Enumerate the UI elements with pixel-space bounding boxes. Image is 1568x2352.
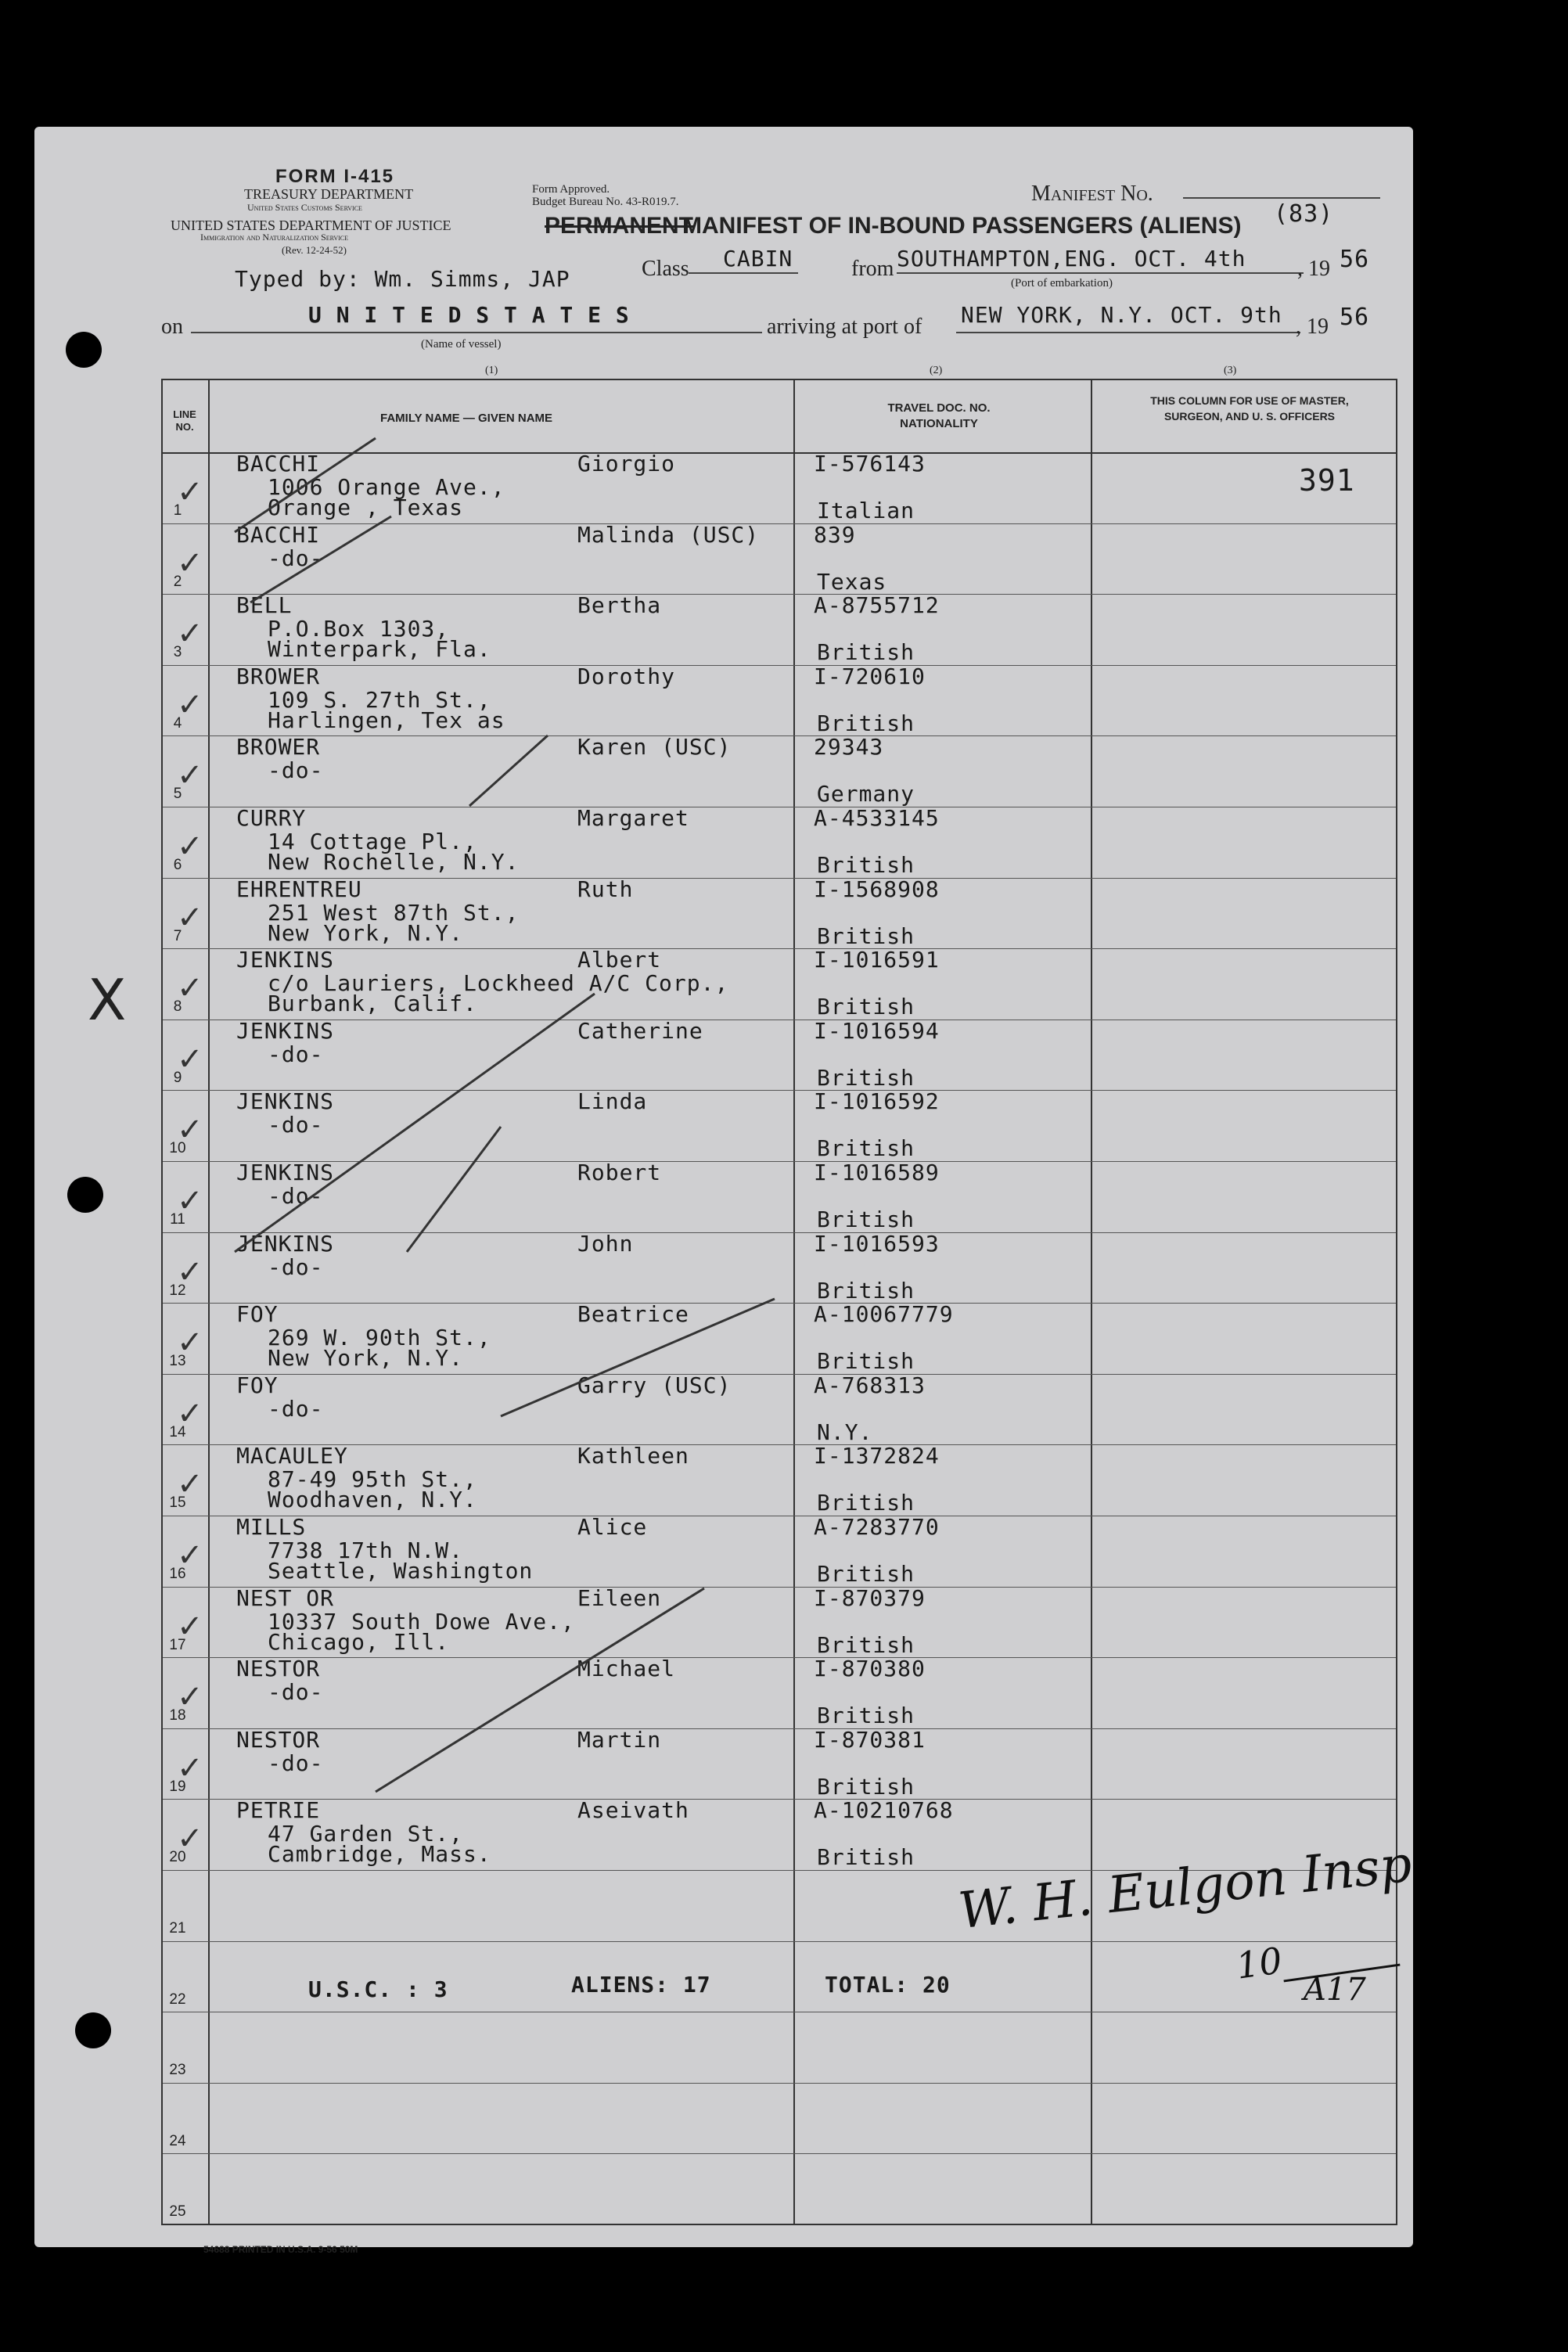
line-number: 10 xyxy=(169,1140,186,1157)
family-name: BROWER xyxy=(236,663,321,689)
total-usc: U.S.C. : 3 xyxy=(308,1976,448,2002)
arriving-label: arriving at port of xyxy=(767,315,922,339)
check-mark-icon: ✓ xyxy=(177,1253,203,1290)
check-mark-icon: ✓ xyxy=(177,616,203,653)
given-name: Catherine xyxy=(577,1017,703,1044)
address-line1: -do- xyxy=(268,1112,324,1138)
address-line1: -do- xyxy=(268,1750,324,1776)
travel-doc-number: A-4533145 xyxy=(814,805,940,831)
signature-note-count: 10 xyxy=(1233,1939,1286,1987)
manifest-title: MANIFEST OF IN-BOUND PASSENGERS (ALIENS) xyxy=(682,213,1242,239)
nationality: British xyxy=(817,1561,915,1587)
class-value: CABIN xyxy=(723,246,793,272)
line-number: 9 xyxy=(173,1069,182,1086)
nationality: British xyxy=(817,1135,915,1162)
check-mark-icon: ✓ xyxy=(177,899,203,936)
line-number: 20 xyxy=(169,1849,186,1866)
travel-doc-number: A-10067779 xyxy=(814,1301,954,1328)
nationality: British xyxy=(817,1207,915,1232)
address-line1: -do- xyxy=(268,1253,324,1280)
line-number: 23 xyxy=(169,2062,186,2079)
nationality: Italian xyxy=(817,498,915,523)
address-line2: Orange , Texas xyxy=(268,494,464,520)
margin-x-mark: X xyxy=(88,967,127,1033)
nationality: British xyxy=(817,1064,915,1091)
line-number: 22 xyxy=(169,1991,186,2008)
address-line2: Harlingen, Tex as xyxy=(268,707,505,733)
address-line1: -do- xyxy=(268,545,324,571)
year1-prefix: , 19 xyxy=(1297,257,1330,281)
dept-justice-sub: Immigration and Naturalization Service xyxy=(200,232,349,243)
typed-by: Typed by: Wm. Simms, JAP xyxy=(235,266,570,292)
col2-number: (2) xyxy=(930,365,943,376)
family-name: FOY xyxy=(236,1301,279,1328)
print-footer: 54688 PRINTED IN U.S.A. 9-56 50M xyxy=(203,2244,358,2255)
address-line1: 14 Cottage Pl., xyxy=(268,829,477,854)
given-name: Bertha xyxy=(577,592,662,619)
total-aliens: ALIENS: 17 xyxy=(571,1972,711,1998)
check-mark-icon: ✓ xyxy=(177,757,203,794)
line-number: 13 xyxy=(169,1353,186,1370)
family-name: CURRY xyxy=(236,805,307,831)
address-line2: Winterpark, Fla. xyxy=(268,636,491,663)
family-name: JENKINS xyxy=(236,1088,335,1115)
travel-doc-number: I-1016593 xyxy=(814,1230,940,1257)
travel-doc-number: I-870380 xyxy=(814,1656,926,1682)
line-number: 1 xyxy=(173,502,182,519)
check-mark-icon: ✓ xyxy=(177,545,203,581)
address-line1: 1006 Orange Ave., xyxy=(268,474,505,500)
family-name: BACCHI xyxy=(236,451,321,477)
given-name: Eileen xyxy=(577,1584,662,1611)
on-label: on xyxy=(161,315,183,339)
travel-doc-number: I-870381 xyxy=(814,1726,926,1753)
line-number: 6 xyxy=(173,857,182,873)
given-name: Aseivath xyxy=(577,1797,689,1824)
line-number: 2 xyxy=(173,573,182,590)
nationality: British xyxy=(817,710,915,736)
travel-doc-number: 839 xyxy=(814,521,856,548)
family-name: BELL xyxy=(236,592,293,619)
family-name: NESTOR xyxy=(236,1726,321,1753)
address-line1: c/o Lauriers, Lockheed A/C Corp., xyxy=(268,970,729,997)
check-mark-icon: ✓ xyxy=(177,474,203,510)
travel-doc-number: 29343 xyxy=(814,734,884,761)
travel-doc-number: A-8755712 xyxy=(814,592,940,619)
check-mark-icon: ✓ xyxy=(177,1466,203,1503)
travel-doc-number: I-870379 xyxy=(814,1584,926,1611)
vessel-name: U N I T E D S T A T E S xyxy=(308,302,630,328)
check-mark-icon: ✓ xyxy=(177,1325,203,1361)
given-name: Alice xyxy=(577,1514,648,1540)
given-name: Ruth xyxy=(577,876,634,902)
check-mark-icon: ✓ xyxy=(177,1041,203,1077)
family-name: NEST OR xyxy=(236,1584,335,1611)
header-family-name: FAMILY NAME — GIVEN NAME xyxy=(380,412,553,425)
address-line2: Seattle, Washington xyxy=(268,1558,534,1584)
travel-doc-number: I-1016592 xyxy=(814,1088,940,1115)
title-struck-word: PERMANENT xyxy=(545,213,694,239)
nationality: British xyxy=(817,1703,915,1729)
line-number: 7 xyxy=(173,927,182,944)
address-line1: 269 W. 90th St., xyxy=(268,1325,491,1351)
family-name: PETRIE xyxy=(236,1797,321,1824)
check-mark-icon: ✓ xyxy=(177,1608,203,1645)
header-travel-doc: TRAVEL DOC. NO. NATIONALITY xyxy=(887,401,991,430)
line-number: 21 xyxy=(169,1920,186,1937)
family-name: MILLS xyxy=(236,1514,307,1540)
form-number: FORM I-415 xyxy=(275,166,395,187)
travel-doc-number: I-1016589 xyxy=(814,1160,940,1185)
nationality: British xyxy=(817,1844,915,1871)
nationality: British xyxy=(817,994,915,1020)
given-name: Margaret xyxy=(577,805,689,831)
family-name: EHRENTREU xyxy=(236,876,362,902)
travel-doc-number: I-1016594 xyxy=(814,1017,940,1044)
nationality: British xyxy=(817,852,915,878)
given-name: Michael xyxy=(577,1656,676,1682)
travel-doc-number: A-7283770 xyxy=(814,1514,940,1540)
total-count: TOTAL: 20 xyxy=(825,1972,951,1998)
officer-number: 391 xyxy=(1299,463,1355,498)
budget-bureau: Budget Bureau No. 43-R019.7. xyxy=(532,196,679,208)
travel-doc-number: A-768313 xyxy=(814,1372,926,1398)
family-name: NESTOR xyxy=(236,1656,321,1682)
nationality: British xyxy=(817,922,915,949)
address-line1: -do- xyxy=(268,1679,324,1706)
travel-doc-number: A-10210768 xyxy=(814,1797,954,1824)
travel-doc-number: I-1568908 xyxy=(814,876,940,902)
form-approved: Form Approved. xyxy=(532,183,610,196)
check-mark-icon: ✓ xyxy=(177,1750,203,1786)
col1-number: (1) xyxy=(485,365,498,376)
address-line2: Cambridge, Mass. xyxy=(268,1841,491,1868)
line-number: 4 xyxy=(173,714,182,732)
line-number: 16 xyxy=(169,1566,186,1582)
family-name: JENKINS xyxy=(236,1230,335,1257)
line-number: 25 xyxy=(169,2203,186,2221)
given-name: Kathleen xyxy=(577,1443,689,1469)
address-line1: 47 Garden St., xyxy=(268,1821,464,1847)
year2-prefix: , 19 xyxy=(1296,315,1329,339)
nationality: British xyxy=(817,639,915,666)
family-name: BACCHI xyxy=(236,521,321,548)
line-number: 12 xyxy=(169,1282,186,1299)
signature-note-code: A17 xyxy=(1304,1972,1366,2008)
check-mark-icon: ✓ xyxy=(177,1537,203,1573)
given-name: Albert xyxy=(577,947,662,973)
address-line1: 251 West 87th St., xyxy=(268,899,520,926)
line-number: 18 xyxy=(169,1707,186,1724)
address-line2: Burbank, Calif. xyxy=(268,991,477,1017)
travel-doc-number: I-1372824 xyxy=(814,1443,940,1469)
travel-doc-number: I-720610 xyxy=(814,663,926,689)
address-line1: 10337 South Dowe Ave., xyxy=(268,1608,575,1635)
family-name: JENKINS xyxy=(236,1017,335,1044)
manifest-no-value: (83) xyxy=(1274,200,1334,228)
check-mark-icon: ✓ xyxy=(177,970,203,1007)
given-name: Karen (USC) xyxy=(577,734,732,761)
year1: 56 xyxy=(1340,246,1370,273)
travel-doc-number: I-576143 xyxy=(814,451,926,477)
family-name: JENKINS xyxy=(236,1160,335,1185)
line-number: 14 xyxy=(169,1423,186,1440)
vessel-caption: (Name of vessel) xyxy=(421,338,502,351)
from-label: from xyxy=(851,257,894,281)
address-line1: 7738 17th N.W. xyxy=(268,1537,464,1563)
header-officers-column: THIS COLUMN FOR USE OF MASTER, SURGEON, AND U. S. OFFICERS xyxy=(1150,394,1349,423)
nationality: British xyxy=(817,1348,915,1375)
given-name: Linda xyxy=(577,1088,648,1115)
col3-number: (3) xyxy=(1224,365,1237,376)
check-mark-icon: ✓ xyxy=(177,1679,203,1716)
given-name: Martin xyxy=(577,1726,662,1753)
year2: 56 xyxy=(1340,304,1370,331)
address-line1: P.O.Box 1303, xyxy=(268,616,450,642)
nationality: N.Y. xyxy=(817,1419,873,1445)
family-name: JENKINS xyxy=(236,947,335,973)
given-name: Garry (USC) xyxy=(577,1372,732,1398)
dept-justice: UNITED STATES DEPARTMENT OF JUSTICE xyxy=(171,218,451,233)
check-mark-icon: ✓ xyxy=(177,829,203,865)
family-name: FOY xyxy=(236,1372,279,1398)
given-name: John xyxy=(577,1230,634,1257)
family-name: BROWER xyxy=(236,734,321,761)
line-number: 15 xyxy=(169,1494,186,1512)
check-mark-icon: ✓ xyxy=(177,1821,203,1858)
address-line1: -do- xyxy=(268,1183,324,1209)
class-label: Class xyxy=(642,257,689,281)
line-number: 19 xyxy=(169,1778,186,1795)
check-mark-icon: ✓ xyxy=(177,686,203,723)
line-number: 17 xyxy=(169,1636,186,1653)
travel-doc-number: I-1016591 xyxy=(814,947,940,973)
nationality: British xyxy=(817,1490,915,1516)
nationality: British xyxy=(817,1631,915,1658)
line-number: 11 xyxy=(170,1211,185,1228)
port-embarkation-caption: (Port of embarkation) xyxy=(1011,277,1113,290)
dept-treasury: TREASURY DEPARTMENT xyxy=(244,186,414,202)
revision: (Rev. 12-24-52) xyxy=(282,244,347,256)
given-name: Robert xyxy=(577,1160,662,1185)
address-line2: Chicago, Ill. xyxy=(268,1628,450,1655)
address-line1: -do- xyxy=(268,1041,324,1067)
address-line2: New Rochelle, N.Y. xyxy=(268,849,520,875)
given-name: Dorothy xyxy=(577,663,676,689)
header-line-no: LINE NO. xyxy=(173,408,196,433)
address-line2: New York, N.Y. xyxy=(268,919,464,946)
given-name: Giorgio xyxy=(577,451,676,477)
line-number: 8 xyxy=(173,998,182,1016)
given-name: Malinda (USC) xyxy=(577,521,760,548)
check-mark-icon: ✓ xyxy=(177,1183,203,1219)
line-number: 24 xyxy=(169,2132,186,2149)
address-line1: -do- xyxy=(268,1395,324,1422)
nationality: Germany xyxy=(817,781,915,807)
address-line1: 109 S. 27th St., xyxy=(268,686,491,713)
family-name: MACAULEY xyxy=(236,1443,348,1469)
address-line2: New York, N.Y. xyxy=(268,1345,464,1372)
dept-treasury-sub: United States Customs Service xyxy=(247,202,362,213)
line-number: 3 xyxy=(173,644,182,661)
manifest-no-label: Manifest No. xyxy=(1031,182,1153,206)
check-mark-icon: ✓ xyxy=(177,1112,203,1149)
check-mark-icon: ✓ xyxy=(177,1395,203,1432)
nationality: British xyxy=(817,1773,915,1800)
inspector-signature: W. H. Eulgon Insp xyxy=(955,1835,1415,1941)
line-number: 5 xyxy=(173,786,182,803)
address-line1: -do- xyxy=(268,757,324,784)
from-value: SOUTHAMPTON,ENG. OCT. 4th xyxy=(897,246,1246,272)
arriving-value: NEW YORK, N.Y. OCT. 9th xyxy=(961,302,1282,328)
address-line1: 87-49 95th St., xyxy=(268,1466,477,1493)
address-line2: Woodhaven, N.Y. xyxy=(268,1487,477,1513)
nationality: Texas xyxy=(817,568,887,595)
nationality: British xyxy=(817,1277,915,1304)
given-name: Beatrice xyxy=(577,1301,689,1328)
